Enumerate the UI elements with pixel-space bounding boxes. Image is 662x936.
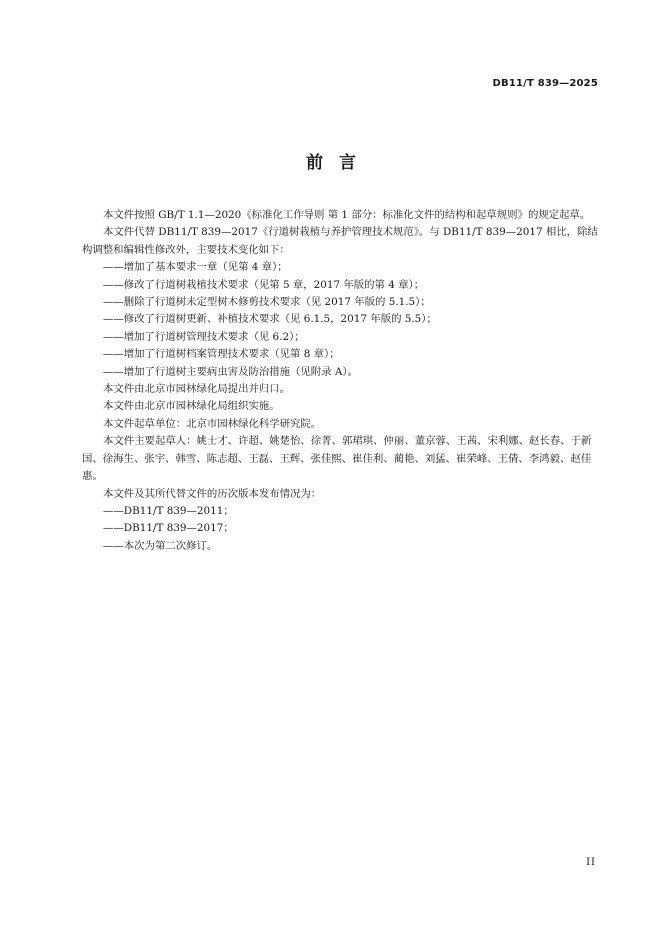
change-item: ——增加了行道树档案管理技术要求（见第 8 章）； [103,348,340,361]
paragraph-implementer: 本文件由北京市园林绿化局组织实施。 [103,400,280,413]
paragraph-drafting-unit: 本文件起草单位：北京市园林绿化科学研究院。 [103,417,322,430]
change-item: ——增加了行道树管理技术要求（见 6.2）； [103,330,305,343]
change-item: ——增加了基本要求一章（见第 4 章）； [103,261,288,274]
change-item: ——增加了行道树主要病虫害及防治措施（见附录 A）。 [103,365,358,378]
foreword-body [82,207,600,555]
version-item: ——本次为第二次修订。 [103,539,218,552]
paragraph-drafters: 本文件主要起草人：姚士才、许超、姚楚怡、徐菁、郭珺琪、仲丽、董京蓉、王茜、宋利娜、赵长春、于新国、徐海生、张宇、韩雪、陈志超、王磊、王辉、张佳熙、崔佳利、蔺艳、刘猛、崔荣峰、王倩、李鸿毅、赵佳惠。 [82,435,592,483]
paragraph-drafting-basis: 本文件按照 GB/T 1.1—2020《标准化工作导则 第 1 部分：标准化文件的结构和起草规则》的规定起草。 [103,209,591,221]
change-item: ——删除了行道树未定型树木修剪技术要求（见 2017 年版的 5.1.5）； [103,296,431,309]
page-title: 前言 [306,153,372,173]
page-number: II [586,857,596,868]
change-item: ——修改了行道树栽植技术要求（见第 5 章，2017 年版的第 4 章）； [103,278,425,291]
paragraph-version-history: 本文件及其所代替文件的历次版本发布情况为： [103,487,322,500]
paragraph-proposer: 本文件由北京市园林绿化局提出并归口。 [103,383,291,396]
change-item: ——修改了行道树更新、补植技术要求（见 6.1.5，2017 年版的 5.5）； [103,313,437,326]
version-item: ——DB11/T 839—2011； [103,504,234,517]
document-code: DB11/T 839—2025 [492,78,598,89]
paragraph-replacement: 本文件代替 DB11/T 839—2017《行道树栽植与养护管理技术规范》。与 DB11/T 839—2017 相比，除结构调整和编辑性修改外，主要技术变化如下： [82,226,598,256]
version-item: ——DB11/T 839—2017； [103,522,234,535]
